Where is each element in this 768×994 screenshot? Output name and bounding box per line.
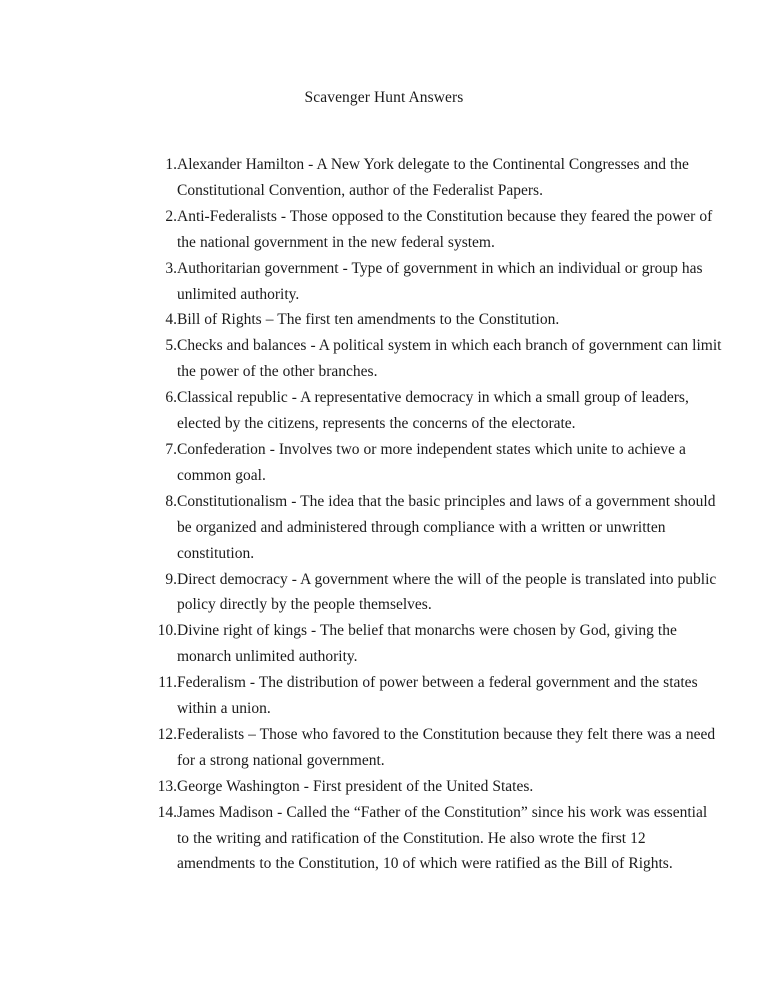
list-item (40, 774, 768, 800)
list-item (40, 722, 768, 774)
list-item-number: 8. (165, 492, 177, 510)
list-item-text: Constitutionalism - The idea that the basic principles and laws of a government should be organized and administered through compliance with a written or unwritten constitution. (177, 492, 716, 562)
list-item-number: 6. (165, 389, 177, 407)
list-item (40, 437, 768, 489)
list-item (40, 618, 768, 670)
list-item (40, 489, 768, 567)
list-item (40, 256, 768, 308)
list-item-text: James Madison - Called the “Father of the Constitution” since his work was essential to the writing and ratification of the Constitution. He also wrote the first 12 amendments to the Constitution, 10 of which were ratified as the Bill of Rights. (177, 803, 708, 873)
list-item-text: Alexander Hamilton - A New York delegate to the Continental Congresses and the Constitutional Convention, author of the Federalist Papers. (177, 156, 689, 199)
list-item-text: Bill of Rights – The first ten amendments to the Constitution. (177, 311, 560, 329)
list-item-text: Checks and balances - A political system in which each branch of government can limit the power of the other branches. (177, 337, 722, 381)
list-item-number: 4. (165, 311, 177, 329)
list-item-text: Authoritarian government - Type of government in which an individual or group has unlimited authority. (177, 259, 703, 303)
list-item-number: 10. (157, 622, 177, 640)
list-item-text: Confederation - Involves two or more independent states which unite to achieve a common goal. (177, 440, 686, 484)
list-item-number: 9. (165, 570, 177, 588)
page-title: Scavenger Hunt Answers (304, 89, 464, 106)
list-item (40, 152, 768, 204)
list-item-number: 13. (157, 777, 177, 795)
list-item-number: 3. (165, 259, 177, 277)
list-item-number: 14. (157, 803, 177, 821)
list-item-text: George Washington - First president of the United States. (177, 777, 534, 795)
list-item-number: 11. (158, 674, 177, 692)
list-item-number: 7. (165, 440, 177, 458)
list-item (40, 800, 768, 878)
list-item-number: 2. (165, 207, 177, 225)
list-item (40, 567, 768, 619)
list-item-number: 5. (165, 337, 177, 355)
list-item-number: 12. (157, 725, 177, 743)
list-item (40, 307, 768, 333)
list-item-text: Federalists – Those who favored to the Constitution because they felt there was a need for a strong national government. (177, 725, 716, 769)
list-item (40, 333, 768, 385)
list-item (40, 204, 768, 256)
list-item-text: Classical republic - A representative democracy in which a small group of leaders, elected by the citizens, represents the concerns of the electorate. (177, 389, 689, 433)
list-item-text: Anti-Federalists - Those opposed to the Constitution because they feared the power of the national government in the new federal system. (177, 207, 713, 251)
answers-list (0, 152, 768, 877)
list-item-number: 1. (165, 156, 177, 173)
list-item-text: Direct democracy - A government where the will of the people is translated into public policy directly by the people themselves. (177, 570, 717, 614)
list-item (40, 670, 768, 722)
list-item-text: Divine right of kings - The belief that monarchs were chosen by God, giving the monarch unlimited authority. (177, 622, 677, 666)
list-item (40, 385, 768, 437)
list-item-text: Federalism - The distribution of power between a federal government and the states within a union. (177, 674, 698, 718)
